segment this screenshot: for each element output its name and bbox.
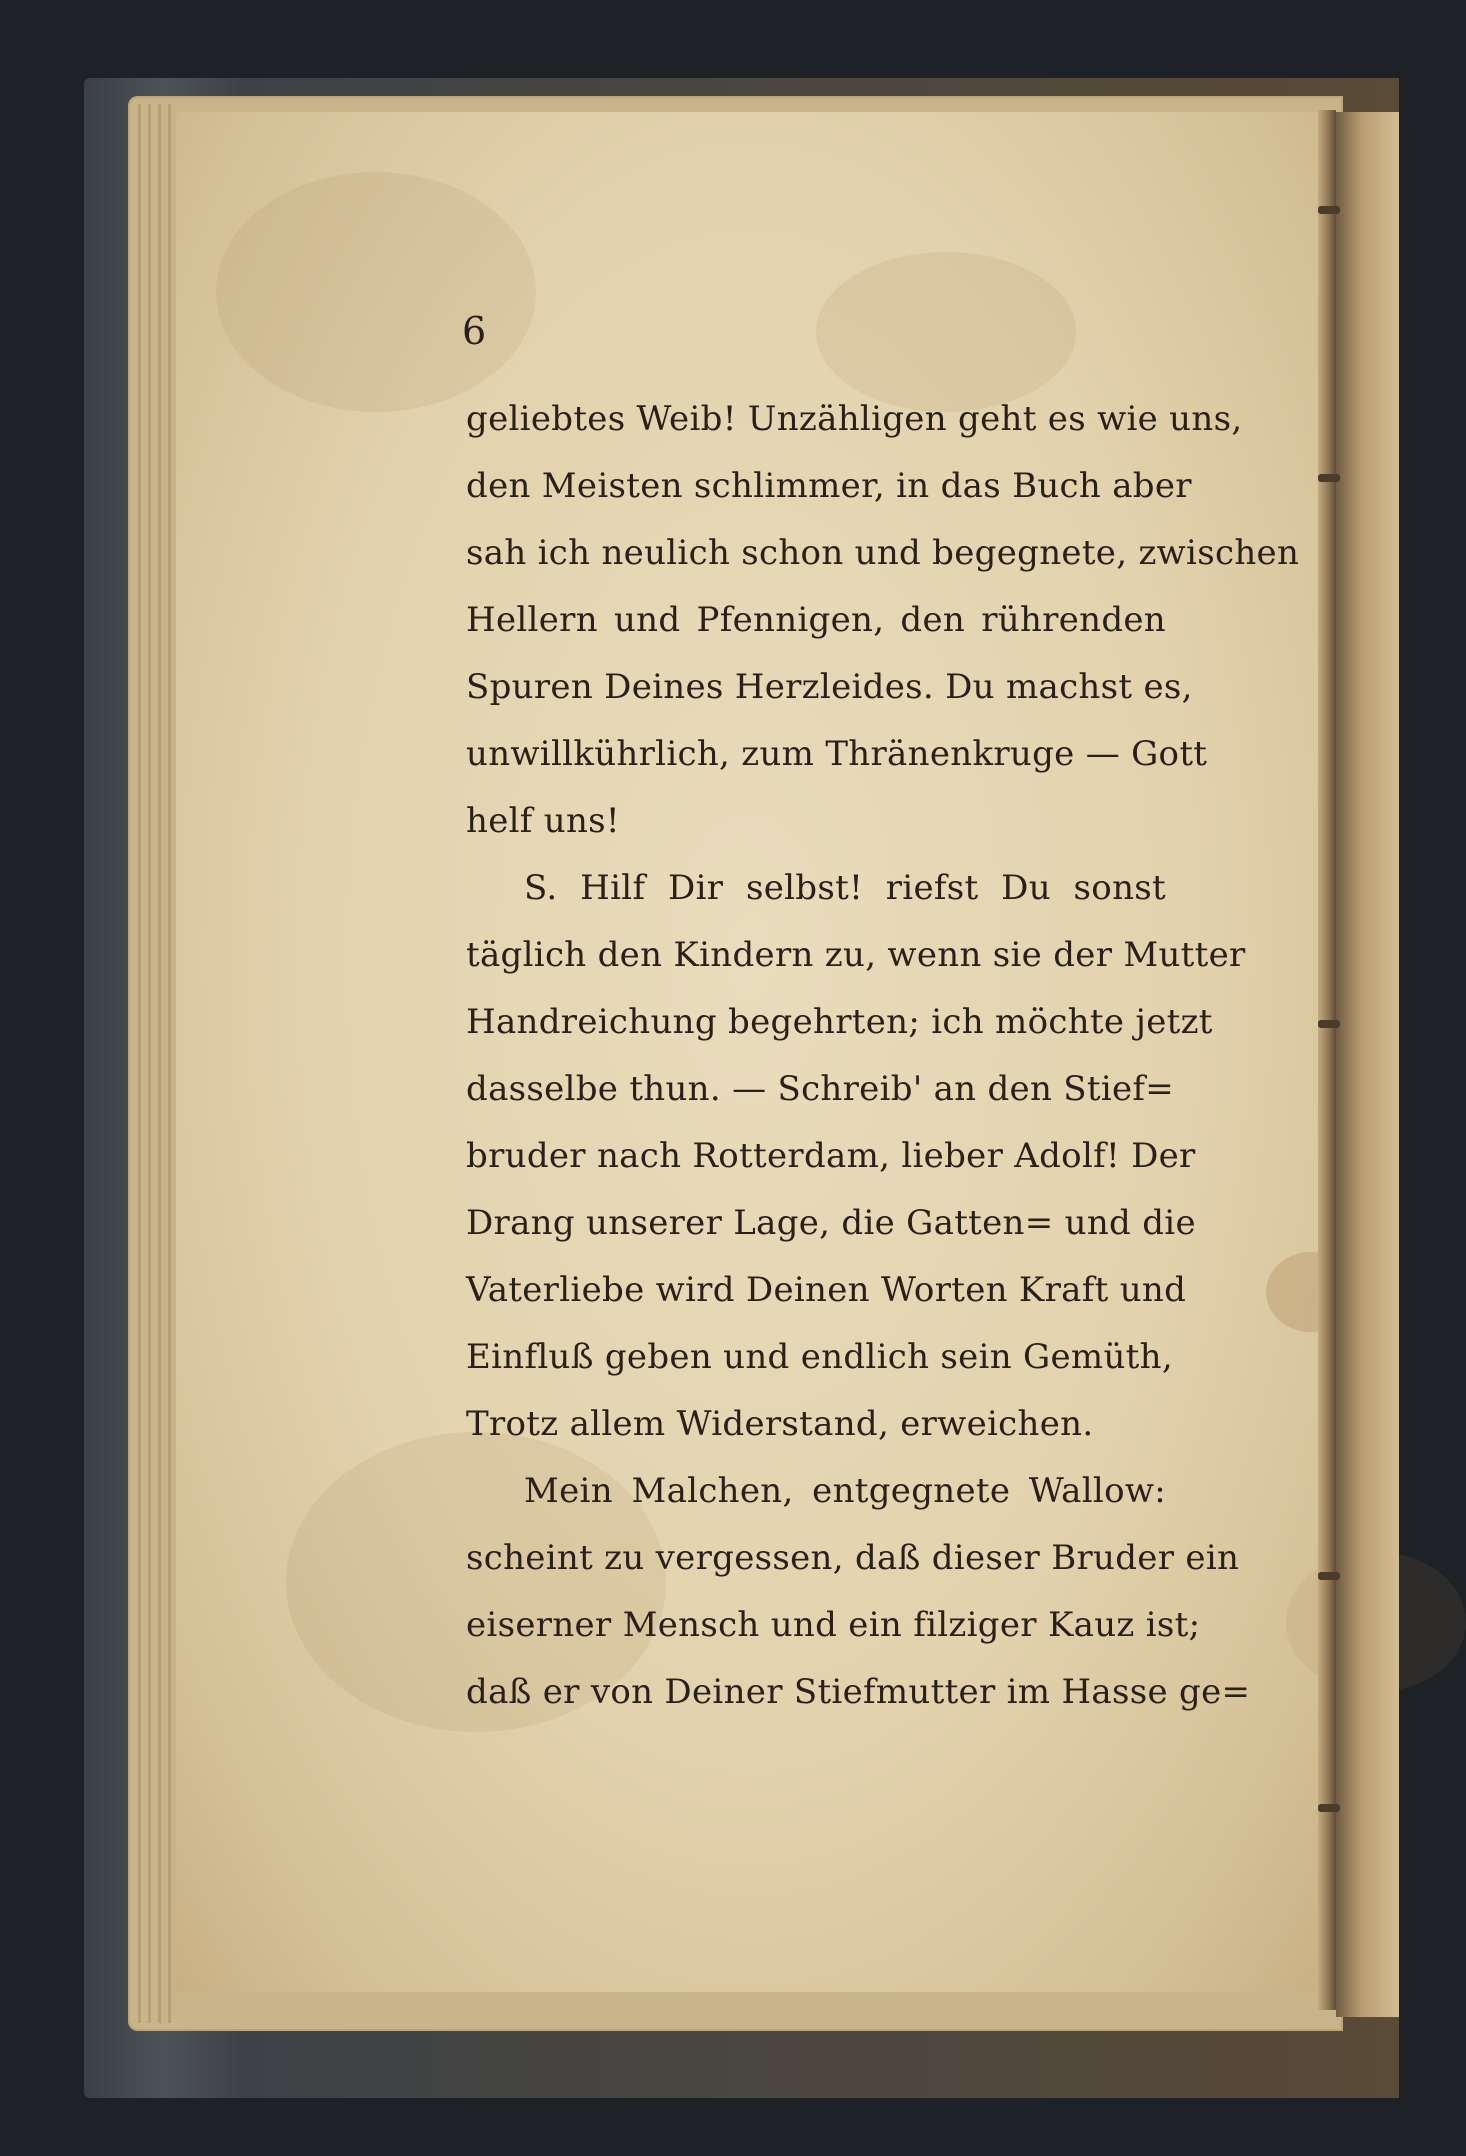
text-line: geliebtes Weib! Unzähligen geht es wie uns,	[466, 399, 1243, 439]
text-line: S. Hilf Dir selbst! riefst Du sonst	[524, 868, 1166, 908]
page-text	[466, 386, 1300, 1726]
text-line: scheint zu vergessen, daß dieser Bruder ein	[466, 1538, 1240, 1578]
binding-thread	[1318, 1804, 1340, 1812]
text-line: sah ich neulich schon und begegnete, zwischen	[466, 533, 1300, 573]
binding-thread	[1318, 1020, 1340, 1028]
page-number: 6	[462, 309, 487, 353]
text-line: Trotz allem Widerstand, erweichen.	[466, 1404, 1094, 1444]
text-line: helf uns!	[466, 801, 620, 841]
page-edge	[138, 104, 141, 2023]
text-line: Vaterliebe wird Deinen Worten Kraft und	[466, 1270, 1187, 1310]
page-edge	[168, 104, 171, 2023]
page-edge	[158, 104, 161, 2023]
binding-thread	[1318, 206, 1340, 214]
binding-thread	[1318, 474, 1340, 482]
paper-stain	[216, 172, 536, 412]
text-line: unwillkührlich, zum Thränenkruge — Gott	[466, 734, 1208, 774]
text-line: Drang unserer Lage, die Gatten= und die	[466, 1203, 1196, 1243]
text-line: dasselbe thun. — Schreib' an den Stief=	[466, 1069, 1175, 1109]
facing-page-edge	[1336, 112, 1399, 2017]
text-line: Handreichung begehrten; ich möchte jetzt	[466, 1002, 1213, 1042]
text-line: eiserner Mensch und ein filziger Kauz ist;	[466, 1605, 1201, 1645]
binding-thread	[1318, 1572, 1340, 1580]
text-line: Hellern und Pfennigen, den rührenden	[466, 600, 1166, 640]
text-line: Mein Malchen, entgegnete Wallow:	[524, 1471, 1166, 1511]
page-edge	[148, 104, 151, 2023]
text-line: daß er von Deiner Stiefmutter im Hasse ge=	[466, 1672, 1251, 1712]
text-line: täglich den Kindern zu, wenn sie der Mutter	[466, 935, 1246, 975]
book-gutter	[1318, 110, 1336, 2010]
text-line: den Meisten schlimmer, in das Buch aber	[466, 466, 1192, 506]
text-line: Spuren Deines Herzleides. Du machst es,	[466, 667, 1193, 707]
text-line: bruder nach Rotterdam, lieber Adolf! Der	[466, 1136, 1196, 1176]
text-line: Einfluß geben und endlich sein Gemüth,	[466, 1337, 1173, 1377]
